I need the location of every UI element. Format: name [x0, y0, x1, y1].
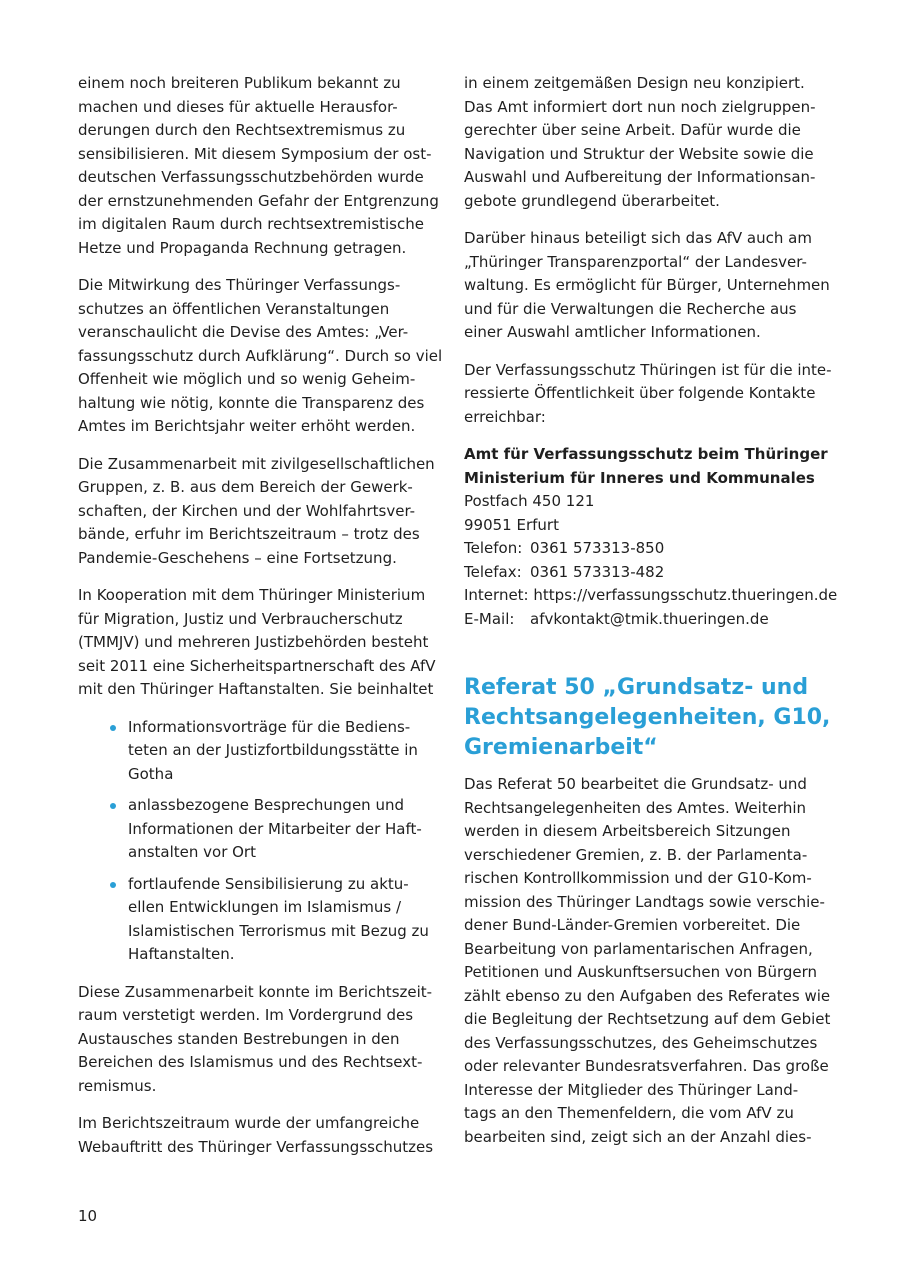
contact-org-name: Amt für Verfassungsschutz beim Thüringer [464, 445, 828, 463]
email-label: E-Mail: [464, 609, 515, 628]
paragraph: in einem zeitgemäßen Design neu konzipiert. Das Amt informiert dort nun noch zielgruppen- gerechter über seine Arbeit. Dafür wurde die Navigation und Struktur der Website sowie die Auswahl und Aufbereitung der Informationsan- gebote grundlegend überarbeitet. [464, 74, 816, 210]
section-heading: Referat 50 „Grundsatz- und Rechtsangelegenheiten, G10, Gremienarbeit“ [464, 675, 831, 760]
contact-org-name: Ministerium für Inneres und Kommunales [464, 468, 815, 487]
contact-phone-row [464, 537, 832, 561]
list-item: fortlaufende Sensibilisierung zu aktu- ellen Entwicklungen im Islamismus / Islamistischen Terrorismus mit Bezug zu Haftanstalten. [128, 873, 440, 967]
contact-fax-row [464, 561, 832, 585]
list-item: Informationsvorträge für die Bediens- teten an der Justizfortbildungsstätte in Gotha [128, 716, 440, 787]
paragraph: Die Mitwirkung des Thüringer Verfassungs- schutzes an öffentlichen Veranstaltungen veranschaulicht die Devise des Amtes: „Ver- fassungsschutz durch Aufklärung“. Durch so viel Offenheit wie möglich und so wenig Geheim- haltung wie nötig, konnte die Transparenz des Amtes im Berichtsjahr weiter erhöht werden. [78, 276, 443, 435]
bullet-icon [110, 725, 116, 731]
bullet-list [78, 716, 440, 967]
paragraph: Die Zusammenarbeit mit zivilgesellschaftlichen Gruppen, z. B. aus dem Bereich der Gewerk- schaften, der Kirchen und der Wohlfahrtsver- bände, erfuhr im Berichtszeitraum – trotz des Pandemie-Geschehens – eine Fortsetzung. [78, 454, 435, 567]
left-column [78, 72, 443, 1173]
phone-label: Telefon: [464, 539, 523, 557]
paragraph: Diese Zusammenarbeit konnte im Berichtszeit- raum verstetigt werden. Im Vordergrund des Austausches standen Bestrebungen in den Bereichen des Islamismus und des Rechtsext- remismus. [78, 982, 433, 1095]
fax-number: 0361 573313-482 [530, 562, 665, 581]
contact-city: 99051 Erfurt [464, 515, 559, 534]
paragraph: Der Verfassungsschutz Thüringen ist für die inte- ressierte Öffentlichkeit über folgende Kontakte erreichbar: [464, 360, 832, 426]
email-link[interactable]: afvkontakt@tmik.thueringen.de [530, 609, 769, 628]
right-column [464, 72, 838, 1163]
paragraph: Darüber hinaus beteiligt sich das AfV auch am „Thüringer Transparenzportal“ der Landesver- waltung. Es ermöglicht für Bürger, Unternehmen und für die Verwaltungen die Recherche aus einer Auswahl amtlicher Informationen. [464, 229, 830, 341]
fax-label: Telefax: [464, 562, 522, 581]
bullet-icon [110, 882, 116, 888]
paragraph: Das Referat 50 bearbeitet die Grundsatz- und Rechtsangelegenheiten des Amtes. Weiterhin werden in diesem Arbeitsbereich Sitzungen verschiedener Gremien, z. B. der Parlamenta- rischen Kontrollkommission und der G10-Kom- mission des Thüringer Landtags sowie verschie- dener Bund-Länder-Gremien vorbereitet. Die Bearbeitung von parlamentarischen Anfragen, Petitionen und Auskunftsersuchen von Bürgern zählt ebenso zu den Aufgaben des Referates wie die Begleitung der Rechtsetzung auf dem Gebiet des Verfassungsschutzes, des Geheimschutzes oder relevanter Bundesratsverfahren. Das große Interesse der Mitglieder des Thüringer Land- tags an den Themenfeldern, die vom AfV zu bearbeiten sind, zeigt sich an der Anzahl dies- [464, 775, 831, 1146]
contact-internet-row [464, 584, 838, 608]
paragraph: einem noch breiteren Publikum bekannt zu machen und dieses für aktuelle Herausfor- derungen durch den Rechtsextremismus zu sensibilisieren. Mit diesem Symposium der ost- deutschen Verfassungsschutzbehörden wurde der ernstzunehmenden Gefahr der Entgrenzung im digitalen Raum durch rechtsextremistische Hetze und Propaganda Rechnung getragen. [78, 74, 439, 257]
paragraph: In Kooperation mit dem Thüringer Ministerium für Migration, Justiz und Verbraucherschutz (TMMJV) und mehreren Justizbehörden besteht seit 2011 eine Sicherheitspartnerschaft des AfV mit den Thüringer Haftanstalten. Sie beinhaltet [78, 586, 436, 698]
bullet-icon [110, 803, 116, 809]
website-link[interactable]: https://verfassungsschutz.thueringen.de [533, 586, 838, 604]
list-item: anlassbezogene Besprechungen und Informationen der Mitarbeiter der Haft- anstalten vor Ort [128, 794, 440, 865]
contact-email-row [464, 608, 832, 632]
page-number: 10 [78, 1207, 98, 1225]
internet-label: Internet: [464, 586, 529, 604]
contact-block [464, 443, 838, 631]
paragraph: Im Berichtszeitraum wurde der umfangreiche Webauftritt des Thüringer Verfassungsschutzes [78, 1114, 434, 1156]
contact-postbox: Postfach 450 121 [464, 492, 595, 510]
phone-number: 0361 573313-850 [530, 539, 665, 557]
